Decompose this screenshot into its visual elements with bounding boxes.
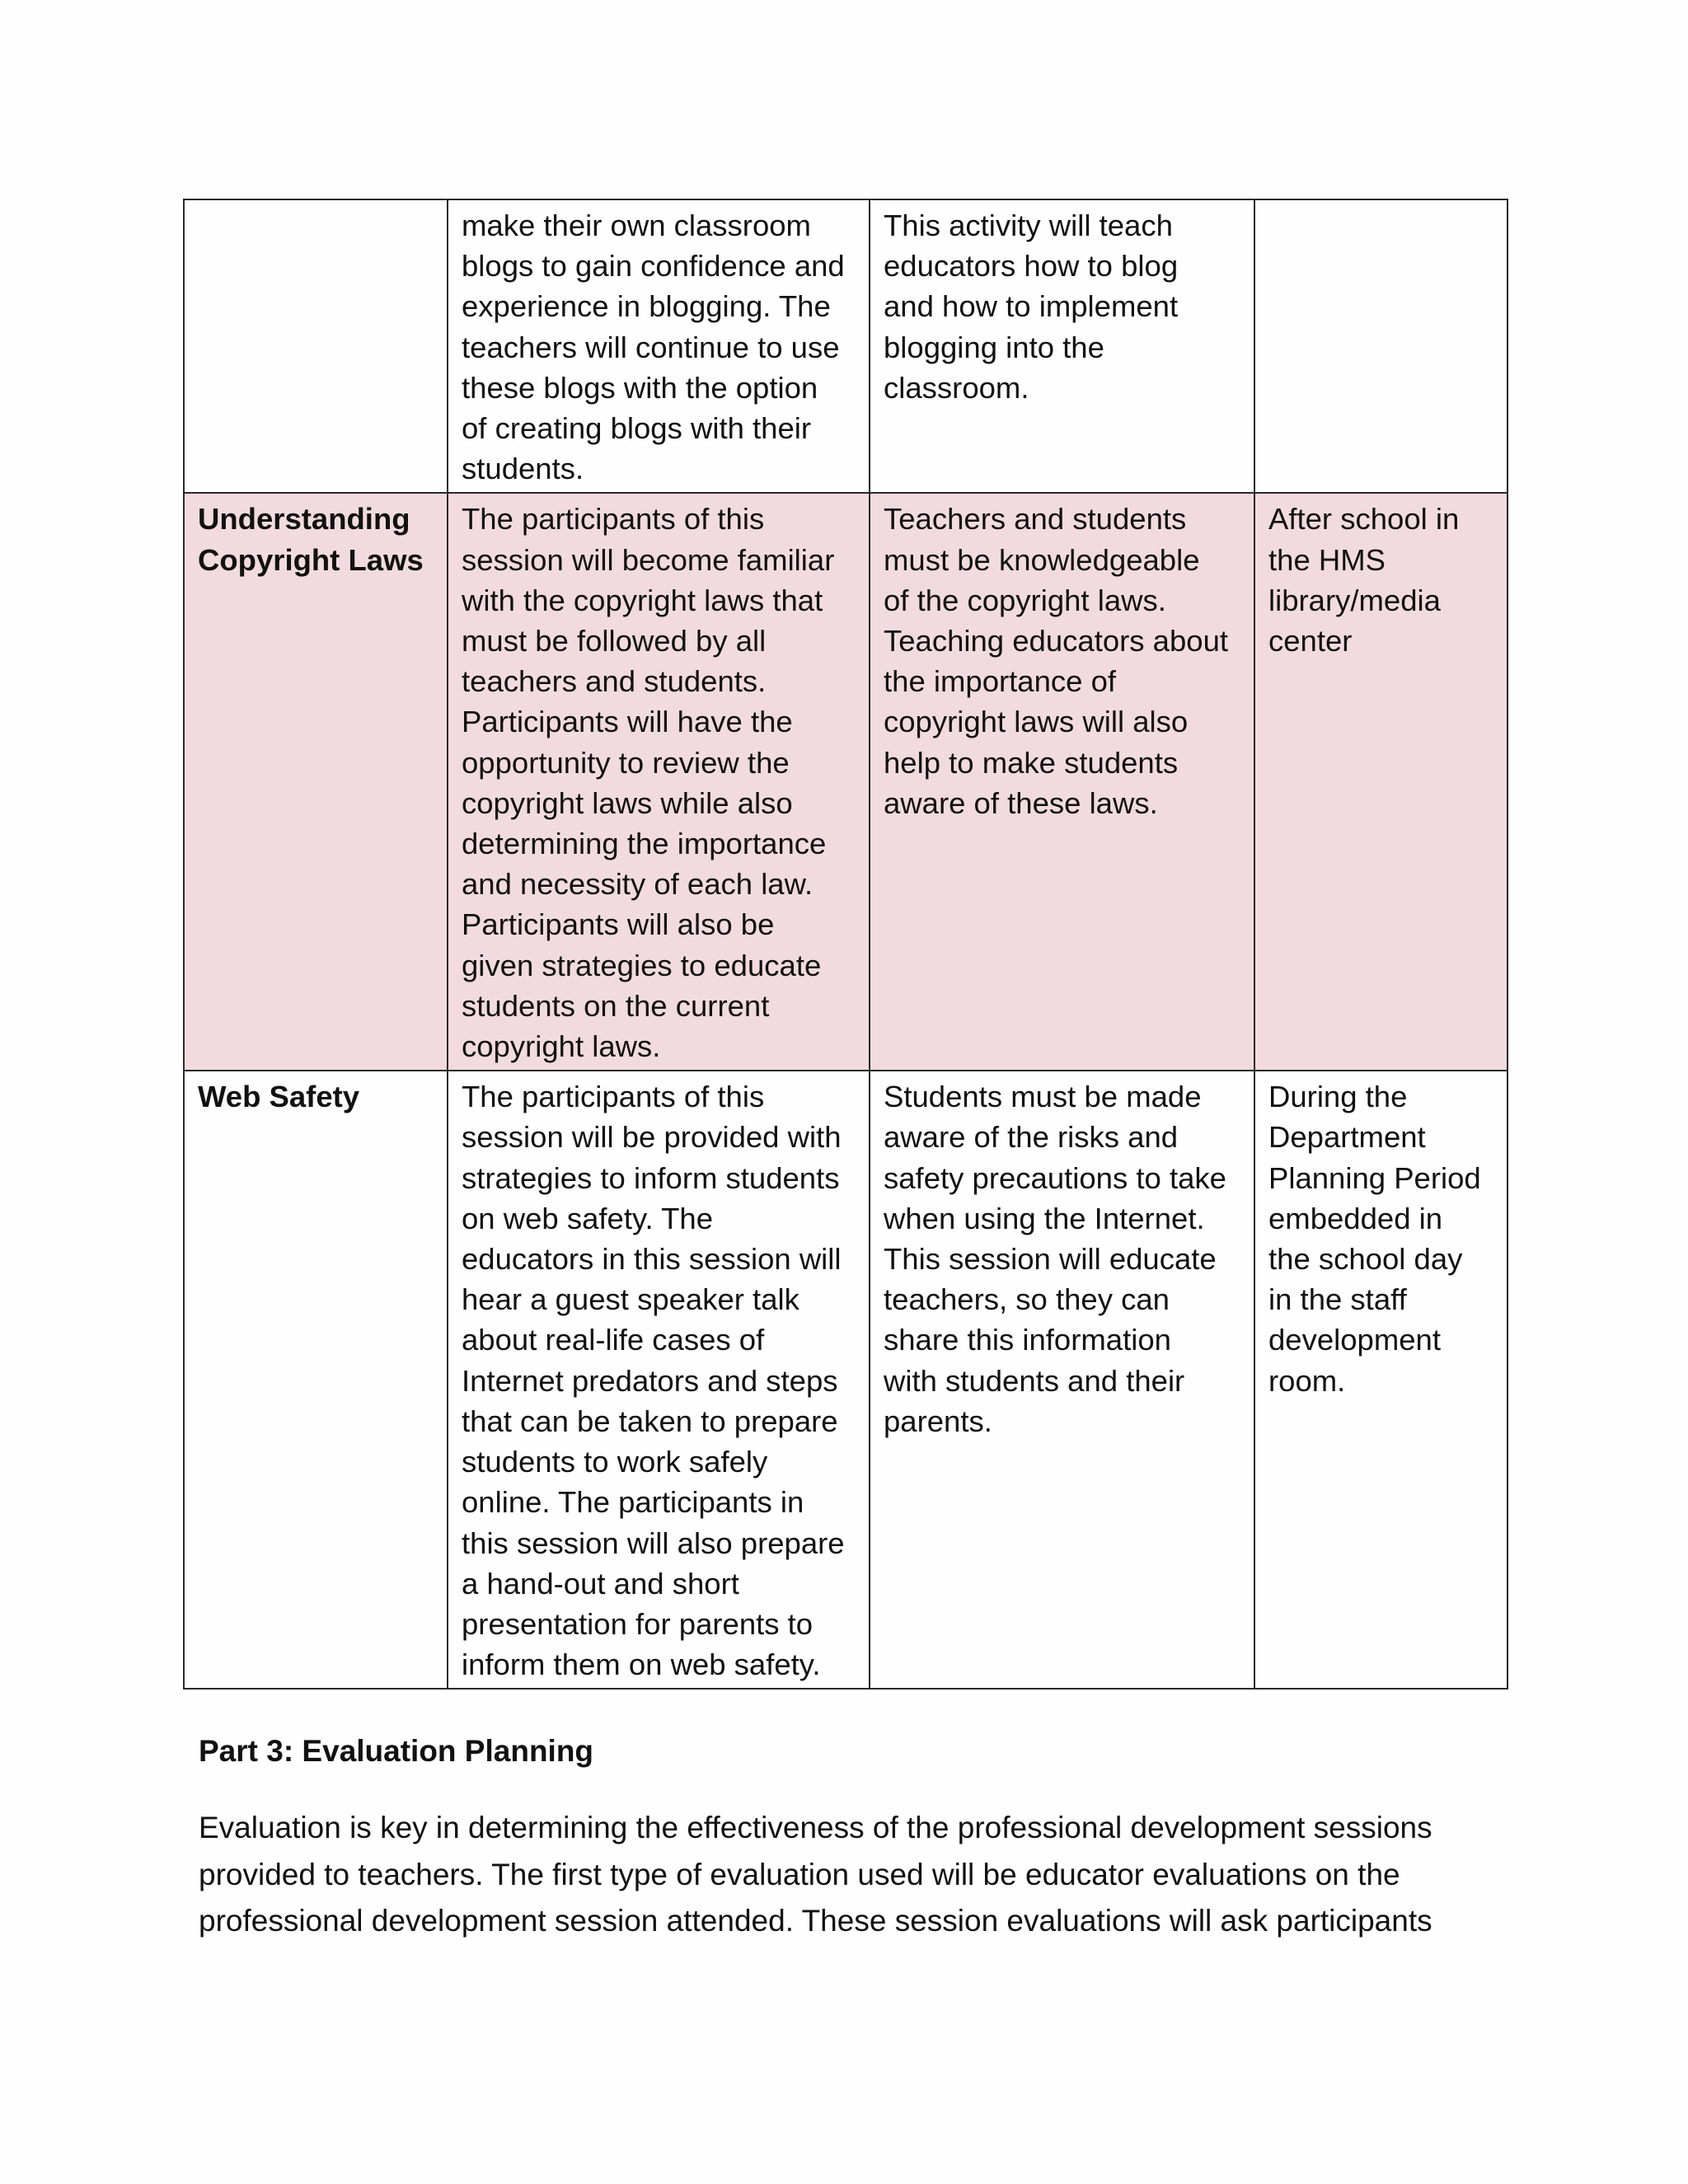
text-line: about real-life cases of: [462, 1323, 765, 1357]
text-line: teachers and students.: [462, 664, 767, 699]
text-line: the school day: [1268, 1242, 1463, 1277]
topic-cell: [184, 1071, 448, 1689]
text-line: During the: [1268, 1080, 1408, 1114]
location-cell: [1254, 493, 1507, 1071]
paragraph-line: provided to teachers. The first type of evaluation used will be educator evaluations on the: [199, 1857, 1400, 1891]
location-cell: [1254, 1071, 1507, 1689]
text-line: of the copyright laws.: [884, 583, 1166, 617]
rationale-cell: [870, 199, 1254, 493]
rationale-cell: [870, 493, 1254, 1071]
section-heading: Part 3: Evaluation Planning: [199, 1734, 594, 1768]
text-line: and necessity of each law.: [462, 867, 814, 902]
text-line: strategies to inform students: [462, 1160, 840, 1195]
text-line: Teachers and students: [884, 502, 1187, 537]
text-line: make their own classroom: [462, 209, 811, 242]
text-line: aware of the risks and: [884, 1120, 1179, 1155]
text-line: determining the importance: [462, 827, 827, 861]
text-line: classroom.: [884, 370, 1029, 405]
topic-line: Web Safety: [198, 1080, 360, 1114]
text-line: online. The participants in: [462, 1485, 804, 1520]
text-line: room.: [1268, 1363, 1346, 1398]
text-line: given strategies to educate: [462, 948, 822, 982]
text-line: Internet predators and steps: [462, 1363, 838, 1398]
text-line: Participants will have the: [462, 705, 793, 739]
text-line: session will become familiar: [462, 542, 835, 577]
text-line: and how to implement: [884, 289, 1179, 324]
text-line: the importance of: [884, 664, 1117, 699]
text-line: students on the current: [462, 988, 770, 1023]
topic-line: Understanding: [198, 502, 410, 537]
text-line: in the staff: [1268, 1282, 1407, 1317]
topic-cell: [184, 493, 448, 1071]
text-line: library/media: [1268, 583, 1441, 617]
text-line: on web safety. The: [462, 1201, 714, 1235]
text-line: copyright laws will also: [884, 705, 1189, 739]
text-line: The participants of this: [462, 1080, 765, 1114]
text-line: safety precautions to take: [884, 1160, 1226, 1195]
text-line: center: [1268, 624, 1353, 658]
text-line: that can be taken to prepare: [462, 1404, 838, 1438]
text-line: with students and their: [884, 1363, 1185, 1398]
text-line: must be knowledgeable: [884, 542, 1200, 577]
text-line: This session will educate: [884, 1242, 1217, 1277]
text-line: Teaching educators about: [884, 624, 1229, 658]
text-line: The participants of this: [462, 502, 765, 537]
evaluation-paragraph: [199, 1805, 1517, 1945]
text-line: this session will also prepare: [462, 1526, 845, 1560]
text-line: parents.: [884, 1404, 992, 1438]
text-line: blogs to gain confidence and: [462, 249, 845, 284]
text-line: a hand-out and short: [462, 1566, 739, 1601]
text-line: inform them on web safety.: [462, 1647, 821, 1682]
text-line: when using the Internet.: [884, 1201, 1205, 1235]
text-line: students to work safely: [462, 1445, 768, 1479]
description-cell: [448, 493, 870, 1071]
topic-cell: [184, 199, 448, 493]
text-line: students.: [462, 452, 584, 486]
text-line: Students must be made: [884, 1080, 1202, 1114]
text-line: copyright laws.: [462, 1029, 661, 1064]
text-line: Department: [1268, 1120, 1426, 1155]
text-line: experience in blogging. The: [462, 289, 831, 324]
text-line: teachers, so they can: [884, 1282, 1170, 1317]
professional-development-plan-table: [183, 199, 1508, 1690]
text-line: blogging into the: [884, 330, 1104, 364]
text-line: copyright laws while also: [462, 785, 793, 820]
text-line: embedded in: [1268, 1201, 1443, 1235]
text-line: the HMS: [1268, 542, 1386, 577]
location-cell: [1254, 199, 1507, 493]
description-cell: [448, 199, 870, 493]
description-cell: [448, 1071, 870, 1689]
text-line: session will be provided with: [462, 1120, 842, 1155]
text-line: hear a guest speaker talk: [462, 1282, 799, 1317]
paragraph-line: Evaluation is key in determining the effectiveness of the professional development sessions: [199, 1811, 1432, 1844]
text-line: educators how to blog: [884, 249, 1179, 284]
text-line: these blogs with the option: [462, 370, 818, 405]
table-row: [184, 1071, 1507, 1689]
text-line: with the copyright laws that: [462, 583, 823, 617]
text-line: development: [1268, 1323, 1442, 1357]
rationale-cell: [870, 1071, 1254, 1689]
text-line: Planning Period: [1268, 1160, 1481, 1195]
paragraph-line: professional development session attended. These session evaluations will ask participants: [199, 1904, 1432, 1938]
text-line: After school in: [1268, 502, 1460, 537]
text-line: help to make students: [884, 745, 1179, 780]
text-line: This activity will teach: [884, 209, 1173, 242]
text-line: share this information: [884, 1323, 1171, 1357]
text-line: aware of these laws.: [884, 785, 1158, 820]
table-row: [184, 199, 1507, 493]
text-line: of creating blogs with their: [462, 411, 812, 446]
text-line: Participants will also be: [462, 907, 775, 942]
text-line: educators in this session will: [462, 1242, 842, 1277]
text-line: teachers will continue to use: [462, 330, 840, 364]
text-line: presentation for parents to: [462, 1606, 814, 1641]
table-row: [184, 493, 1507, 1071]
text-line: must be followed by all: [462, 624, 767, 658]
text-line: opportunity to review the: [462, 745, 790, 780]
topic-line: Copyright Laws: [198, 542, 424, 577]
